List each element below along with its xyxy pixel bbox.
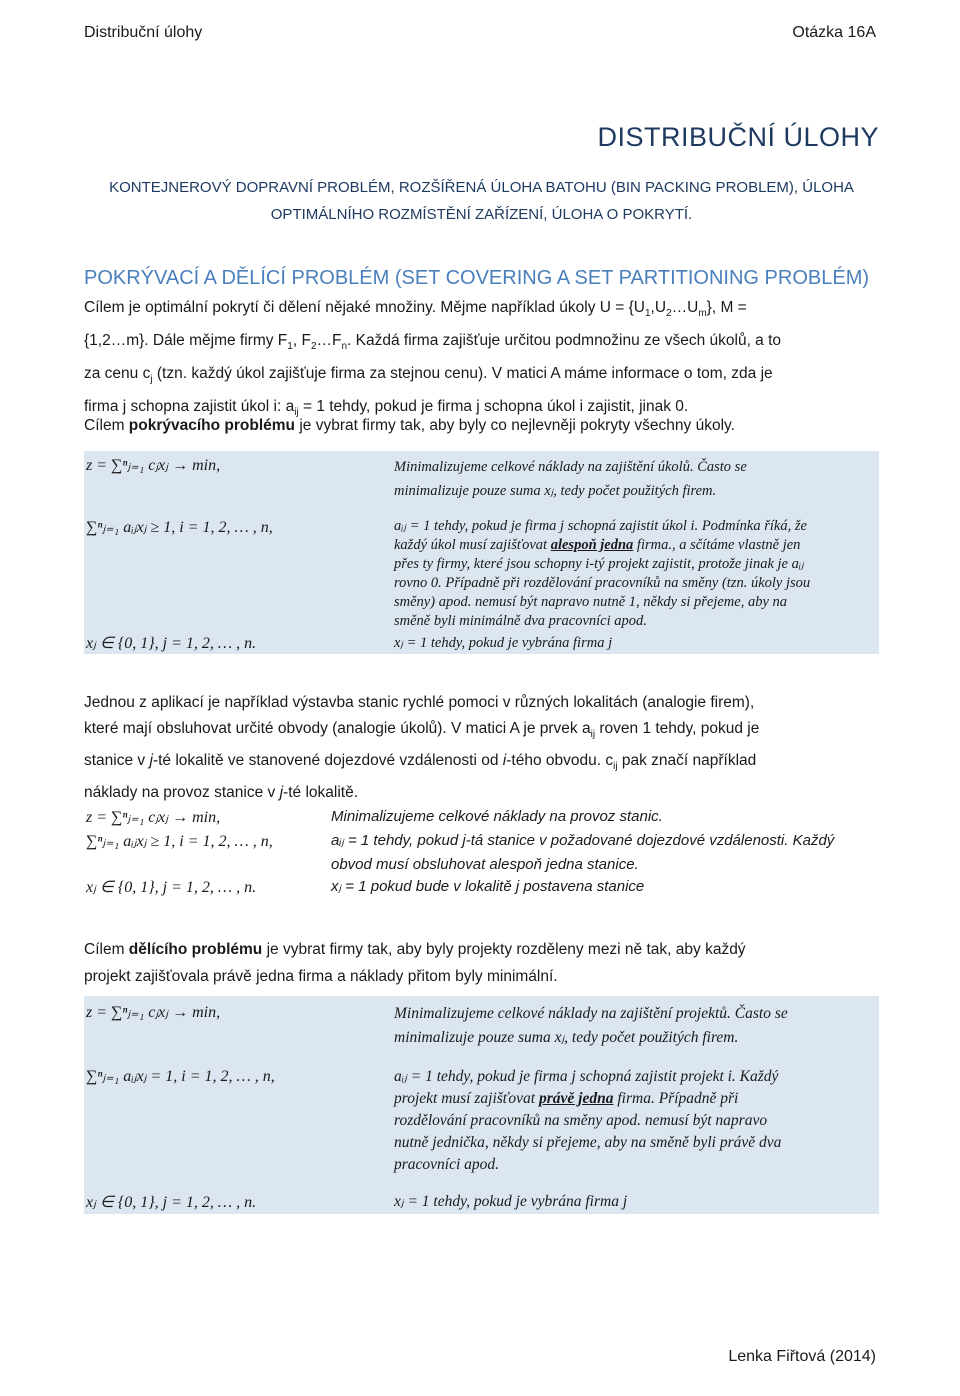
objective-formula: z = ∑ⁿⱼ₌₁ cⱼxⱼ → min, bbox=[86, 457, 221, 474]
partition-objective-formula: z = ∑ⁿⱼ₌₁ cⱼxⱼ → min, bbox=[86, 1004, 221, 1021]
partitioning-term: dělícího problému bbox=[128, 941, 263, 958]
partition-binary-comment: xⱼ = 1 tehdy, pokud je vybrána firma j bbox=[394, 1193, 628, 1210]
partition-constraint-comment: aᵢⱼ = 1 tehdy, pokud je firma j schopná zajistit projekt i. Každý projekt musí zajišťovat právě jedna firma. Případně při rozdělování pracovníků na směny apod. nemusí být napravo nutně jednička, někdy si přejeme, aby na směně byli právě dva pracovníci apod. bbox=[394, 1068, 782, 1173]
footer-author: Lenka Fiřtová (2014) bbox=[728, 1348, 876, 1365]
intro-line-1: Cílem je optimální pokrytí či dělení nějaké množiny. Mějme například úkoly $U = \{U_1,U_2\dots U_m\}$, M = bbox=[84, 299, 747, 320]
page-title: DISTRIBUČNÍ ÚLOHY bbox=[597, 122, 879, 152]
intro-line-4: firma j schopna zajistit úkol i: $a_{ij} = 1$ tehdy, pokud je firma j schopna úkol i zajistit, jinak 0. bbox=[84, 398, 689, 419]
intro-line-2: {1,2…m}. Dále mějme firmy $F_1$, $F_2\dots F_n$. Každá firma zajišťuje určitou podmnožinu ze všech úkolů, a to bbox=[84, 332, 782, 353]
application-paragraph bbox=[84, 690, 879, 806]
station-binary-formula: xⱼ ∈ {0, 1}, j = 1, 2, … , n. bbox=[86, 879, 257, 896]
station-binary-comment: xⱼ = 1 pokud bude v lokalitě j postavena stanice bbox=[331, 878, 645, 895]
objective-comment: Minimalizujeme celkové náklady na zajištění úkolů. Často se minimalizuje pouze suma xⱼ, tedy počet použitých firem. bbox=[394, 459, 747, 499]
header-right: Otázka 16A bbox=[792, 24, 876, 41]
partition-constraint-formula: ∑ⁿⱼ₌₁ aᵢⱼxⱼ = 1, i = 1, 2, … , n, bbox=[86, 1068, 275, 1085]
covering-goal: Cílem pokrývacího problému je vybrat firmy tak, aby byly co nejlevněji pokryty všechny úkoly. bbox=[84, 417, 735, 434]
partition-binary-formula: xⱼ ∈ {0, 1}, j = 1, 2, … , n. bbox=[86, 1194, 257, 1211]
covering-model-box bbox=[84, 451, 879, 654]
partitioning-line-2: projekt zajišťovala právě jedna firma a náklady přitom byly minimální. bbox=[84, 968, 558, 985]
application-line-2: které mají obsluhovat určité obvody (analogie úkolů). V matici A je prvek $a_{ij}$ roven 1 tehdy, pokud je bbox=[84, 720, 760, 741]
partition-objective-comment: Minimalizujeme celkové náklady na zajištění projektů. Často se minimalizuje pouze suma xⱼ, tedy počet použitých firem. bbox=[394, 1005, 788, 1046]
page-subtitle bbox=[84, 174, 879, 228]
constraint-comment: aᵢⱼ = 1 tehdy, pokud je firma j schopná zajistit úkol i. Podmínka říká, že každý úkol musí zajišťovat alespoň jedna firma., a sčítáme vlastně jen přes ty firmy, které jsou schopny i-tý projekt zajistit, protože jinak je aᵢⱼ rovno 0. Případně při rozdělování pracovníků na směny (tzn. úkoly jsou směny) apod. nemusí být napravo nutně 1, někdy si přejeme, aby na směně byli minimálně dva pracovníci apod. bbox=[394, 518, 811, 629]
binary-comment: xⱼ = 1 tehdy, pokud je vybrána firma j bbox=[394, 635, 613, 651]
subtitle-line-1: KONTEJNEROVÝ DOPRAVNÍ PROBLÉM, ROZŠÍŘENÁ ÚLOHA BATOHU (BIN PACKING PROBLEM), ÚLOHA bbox=[109, 179, 854, 196]
partitioning-model-box bbox=[84, 996, 879, 1214]
application-line-4: náklady na provoz stanice v j-té lokalitě. bbox=[84, 784, 358, 802]
application-line-1: Jednou z aplikací je například výstavba stanic rychlé pomoci v různých lokalitách (analogie firem), bbox=[84, 694, 755, 711]
constraint-formula: ∑ⁿⱼ₌₁ aᵢⱼxⱼ ≥ 1, i = 1, 2, … , n, bbox=[86, 519, 273, 536]
station-constraint-formula: ∑ⁿⱼ₌₁ aᵢⱼxⱼ ≥ 1, i = 1, 2, … , n, bbox=[86, 833, 273, 850]
application-line-3: stanice v j-té lokalitě ve stanovené dojezdové vzdálenosti od i-tého obvodu. $c_{ij}$ pak značí například bbox=[84, 752, 757, 773]
partitioning-paragraph bbox=[84, 936, 879, 990]
station-constraint-comment: aᵢⱼ = 1 tehdy, pokud j-tá stanice v požadované dojezdové vzdálenosti. Každý obvod musí obsluhovat alespoň jedna stanice. bbox=[331, 832, 835, 873]
header-left: Distribuční úlohy bbox=[84, 24, 203, 41]
station-objective-comment: Minimalizujeme celkové náklady na provoz stanic. bbox=[331, 808, 663, 825]
partitioning-line-1: Cílem dělícího problému je vybrat firmy tak, aby byly projekty rozděleny mezi ně tak, aby každý bbox=[84, 941, 746, 958]
station-objective-formula: z = ∑ⁿⱼ₌₁ cⱼxⱼ → min, bbox=[86, 809, 221, 826]
section-heading: POKRÝVACÍ A DĚLÍCÍ PROBLÉM (SET COVERING A SET PARTITIONING PROBLÉM) bbox=[84, 267, 870, 289]
binary-formula: xⱼ ∈ {0, 1}, j = 1, 2, … , n. bbox=[86, 635, 257, 652]
subtitle-line-2: OPTIMÁLNÍHO ROZMÍSTĚNÍ ZAŘÍZENÍ, ÚLOHA O POKRYTÍ. bbox=[270, 206, 693, 223]
station-model-box bbox=[84, 805, 879, 900]
covering-term: pokrývacího problému bbox=[128, 417, 296, 434]
intro-paragraph bbox=[84, 294, 879, 426]
intro-line-3: za cenu $c_j$ (tzn. každý úkol zajišťuje firma za stejnou cenu). V matici A máme informace o tom, zda je bbox=[84, 365, 773, 386]
